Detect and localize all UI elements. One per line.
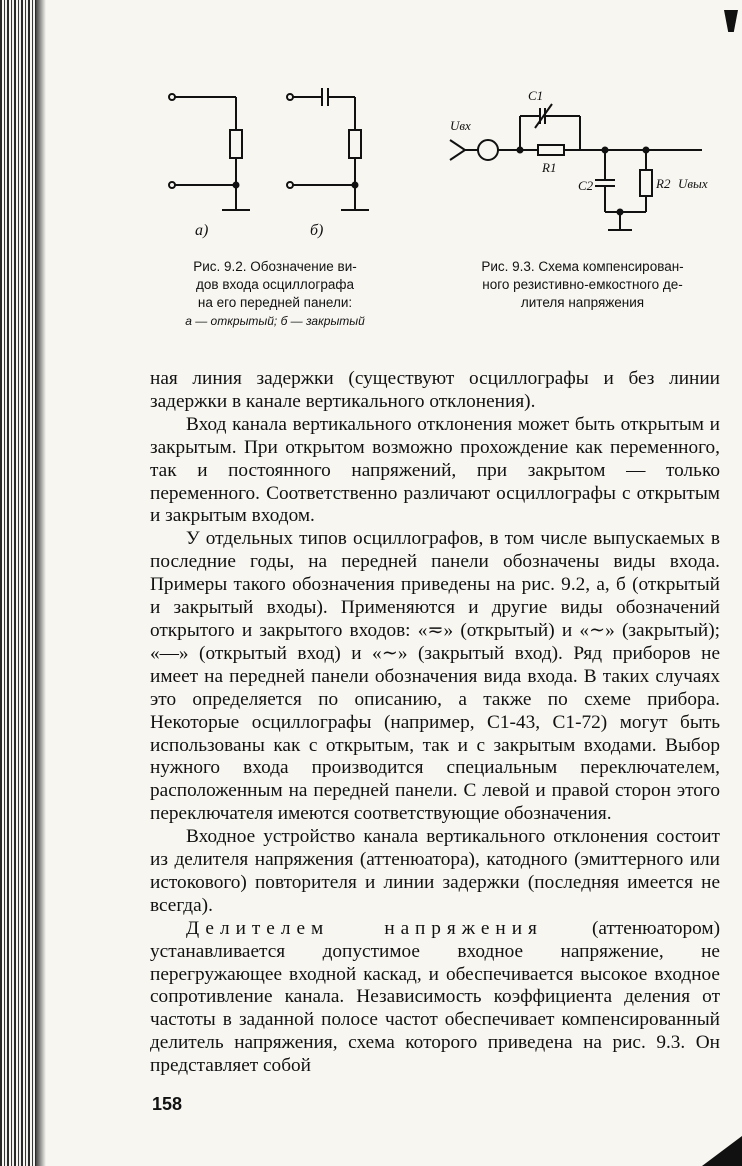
paragraph-2: У отдельных типов осциллографов, в том числе выпускаемых в последние годы, на передней панели обозначены виды входа. Примеры такого обозначения приведены на рис. 9.2, а, б (открытый и закрытый входы). Применяются и другие виды обозначений открытого и закрытого входов: «≂» (открытый) и «∼» (закрытый); «—» (открытый вход) и «∼» (закрытый вход). Ряд приборов не имеет на передней панели обозначения вида входа. В таких случаях это определяется по описанию, а также по схеме прибора. Некоторые осциллографы (например, С1-43, С1-72) могут быть использованы как с открытым, так и с закрытым входами. Выбор нужного входа производится специальным переключателем, расположенным на передней панели. С левой и правой сторон этого переключателя имеются соответствующие обозначения.: [150, 528, 720, 825]
book-binding-edge: [0, 0, 40, 1166]
caption-fig-9-3: [450, 258, 715, 312]
fig-label-c2: C2: [578, 178, 594, 193]
binding-shadow: [36, 0, 46, 1166]
figure-9-2-b: [287, 88, 369, 239]
corner-mark-bottom: [702, 1136, 742, 1166]
caption-9-3-line3: лителя напряжения: [520, 295, 645, 310]
corner-mark-top: [724, 10, 738, 32]
paragraph-4-rest: (аттенюатором) устанавливается допустимое входное напряжение, не перегружающее входной каскад, и обеспечивается высокое входное сопротивление канала. Независимость коэффициента деления от частоты в заданной полосе частот обеспечивает компенсированный делитель напряжения, схема которого приведена на рис. 9.3. Он представляет собой: [150, 917, 720, 1077]
fig-label-r1: R1: [542, 160, 557, 175]
fig-label-b: б): [310, 222, 324, 239]
caption-9-2-line2: дов входа осциллографа: [196, 277, 354, 292]
figure-9-2-a: [169, 94, 250, 239]
caption-9-3-line1: Рис. 9.3. Схема компенсирован-: [481, 259, 684, 274]
term-voltage-divider: Делителем напряжения: [186, 917, 543, 939]
body-text: [150, 368, 720, 1078]
caption-fig-9-2: [160, 258, 390, 330]
caption-9-2-line3: на его передней панели:: [197, 295, 353, 310]
fig-label-uin: Uвх: [450, 118, 471, 133]
caption-9-3-line2: ного резистивно-емкостного де-: [482, 277, 683, 292]
paragraph-1: Вход канала вертикального отклонения может быть открытым и закрытым. При открытом возможно прохождение как переменного, так и постоянного напряжений, при закрытом — только переменного. Соответственно различают осциллографы с открытым и закрытым входом.: [150, 413, 720, 527]
paragraph-0: ная линия задержки (существуют осциллографы и без линии задержки в канале вертикального отклонения).: [150, 368, 720, 412]
fig-label-a: а): [195, 222, 209, 239]
caption-9-2-line4: а — открытый; б — закрытый: [185, 314, 365, 328]
paragraph-3: Входное устройство канала вертикального отклонения состоит из делителя напряжения (аттенюатора), катодного (эмиттерного или истокового) повторителя и линии задержки (последняя имеется не всегда).: [150, 826, 720, 916]
paragraph-4: [150, 918, 720, 1078]
caption-9-2-line1: Рис. 9.2. Обозначение ви-: [193, 259, 357, 274]
figure-9-3: [450, 88, 708, 230]
figures: [150, 80, 720, 245]
fig-label-c1: C1: [528, 88, 544, 103]
fig-label-r2: R2: [656, 176, 671, 191]
page-number: 158: [152, 1094, 183, 1114]
fig-label-uout: Uвых: [678, 176, 708, 191]
